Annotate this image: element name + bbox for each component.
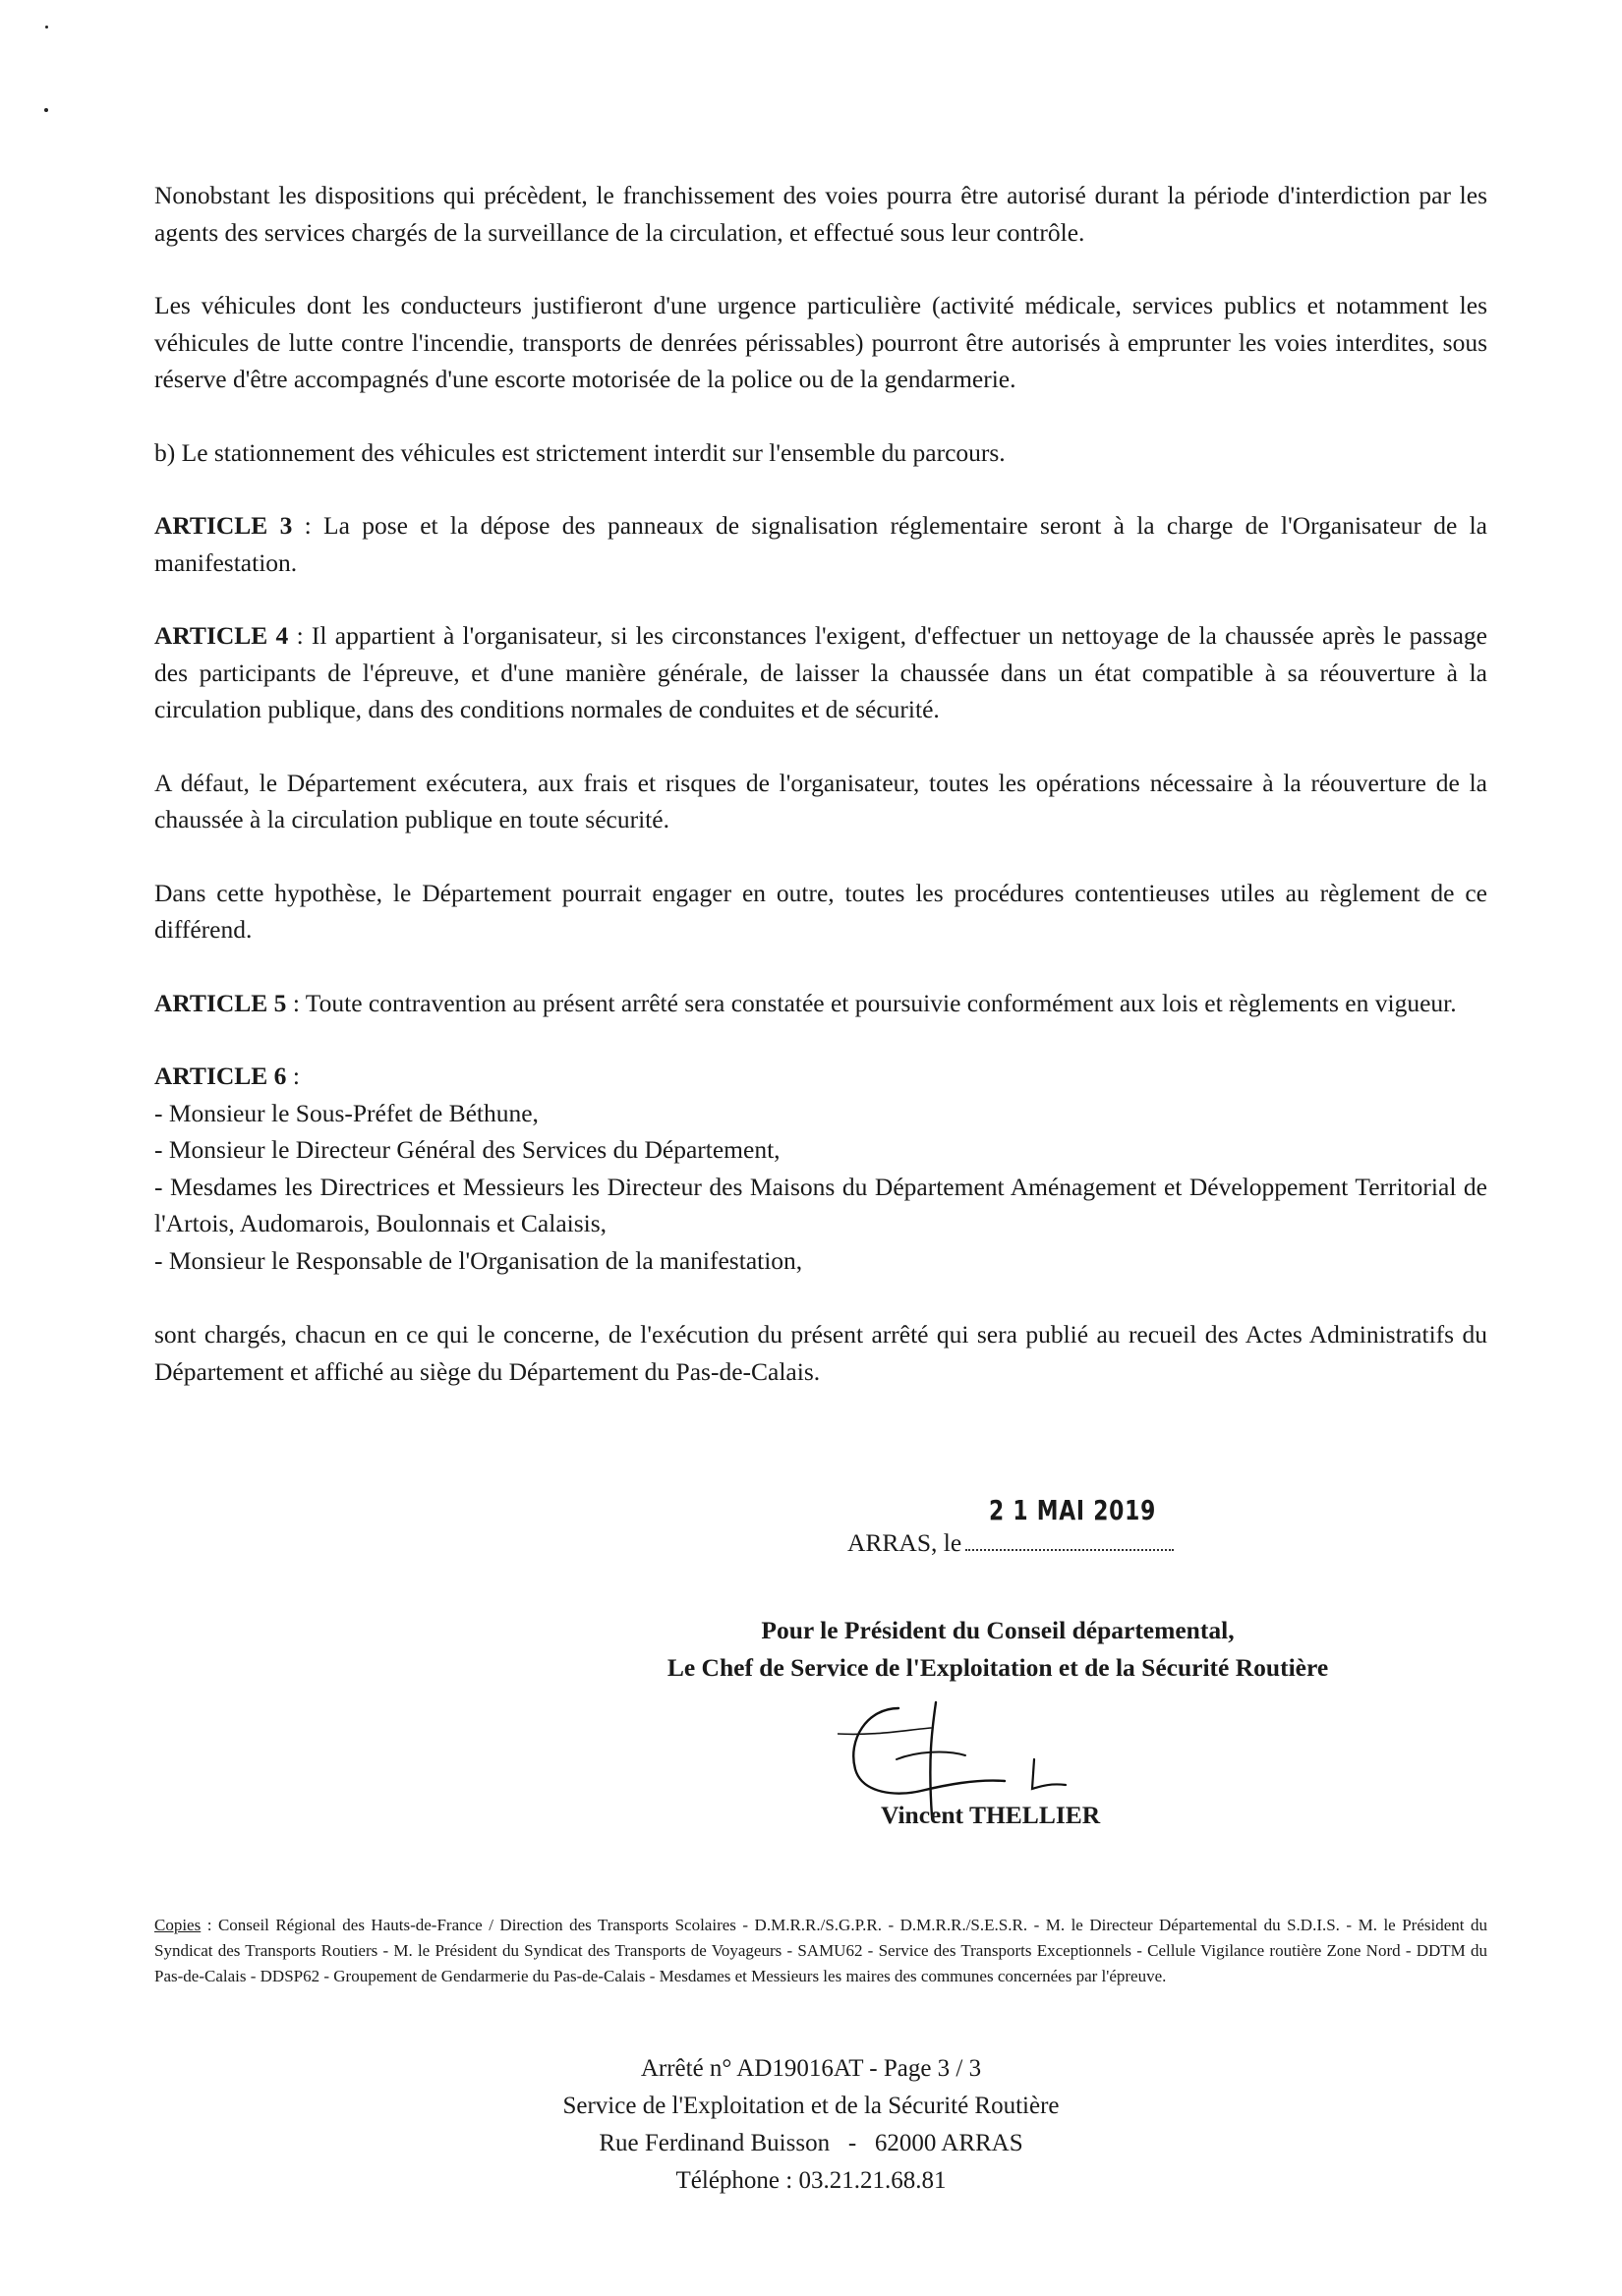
article-5-text: : Toute contravention au présent arrêté sera constatée et poursuivie conformément aux lois et règlements en vigueur. xyxy=(286,988,1457,1017)
article-3-text: : La pose et la dépose des panneaux de signalisation réglementaire seront à la charge de l'Organisateur de la manifestation. xyxy=(154,511,1487,577)
list-item: - Monsieur le Responsable de l'Organisation de la manifestation, xyxy=(154,1245,803,1275)
list-item: - Monsieur le Sous-Préfet de Béthune, xyxy=(154,1098,539,1127)
signature-line-1: Pour le Président du Conseil départemental, xyxy=(761,1616,1235,1644)
copies-label: Copies xyxy=(154,1916,202,1934)
article-body xyxy=(154,177,1487,1426)
paragraph-defaut: A défaut, le Département exécutera, aux frais et risques de l'organisateur, toutes les opérations nécessaire à la réouverture de la chaussée à la circulation publique en toute sécurité. xyxy=(154,768,1487,833)
scan-speck xyxy=(44,108,48,112)
article-3-label: ARTICLE 3 xyxy=(154,511,293,540)
footer-arrete-number: Arrêté n° AD19016AT - Page 3 / 3 xyxy=(640,2055,982,2082)
list-item: - Monsieur le Directeur Général des Services du Département, xyxy=(154,1135,781,1164)
document-footer xyxy=(0,2050,1622,2200)
article-4-label: ARTICLE 4 xyxy=(154,621,289,650)
article-6-text: : xyxy=(286,1062,300,1090)
paragraph-stationnement: b) Le stationnement des véhicules est strictement interdit sur l'ensemble du parcours. xyxy=(154,437,1006,467)
paragraph-charges: sont chargés, chacun en ce qui le concerne, de l'exécution du présent arrêté qui sera publié au recueil des Actes Administratifs du Département et affiché au siège du Département du Pas-de-Calais. xyxy=(154,1320,1487,1386)
article-5 xyxy=(154,985,1487,1022)
paragraph-urgence: Les véhicules dont les conducteurs justifieront d'une urgence particulière (activité médicale, services publics et notamment les véhicules de lutte contre l'incendie, transports de denrées périssables) pourront être autorisés à emprunter les voies interdites, sous réserve d'être accompagnés d'une escorte motorisée de la police ou de la gendarmerie. xyxy=(154,291,1487,393)
paragraph-hypothese: Dans cette hypothèse, le Département pourrait engager en outre, toutes les procédures contentieuses utiles au règlement de ce différend. xyxy=(154,878,1487,944)
article-4-text: : Il appartient à l'organisateur, si les circonstances l'exigent, d'effectuer un nettoyage de la chaussée après le passage des participants de l'épreuve, et d'une manière générale, de laisser la chaussée dans un état compatible à sa réouverture à la circulation publique, dans des conditions normales de conduites et de sécurité. xyxy=(154,621,1487,723)
copies-text: : Conseil Régional des Hauts-de-France / Direction des Transports Scolaires - D.M.R.R./S.G.P.R. - D.M.R.R./S.E.S.R. - M. le Directeur Départemental du S.D.I.S. - M. le Président du Syndicat des Transports Routiers - M. le Président du Syndicat des Transports de Voyageurs - SAMU62 - Service des Transports Exceptionnels - Cellule Vigilance routière Zone Nord - DDTM du Pas-de-Calais - DDSP62 - Groupement de Gendarmerie du Pas-de-Calais - Mesdames et Messieurs les maires des communes concernées par l'épreuve. xyxy=(154,1916,1487,1985)
scan-speck xyxy=(45,26,48,29)
article-5-label: ARTICLE 5 xyxy=(154,988,287,1017)
article-6-heading xyxy=(154,1058,1487,1095)
article-3 xyxy=(154,507,1487,581)
date-line xyxy=(847,1494,1174,1558)
signature-line-2: Le Chef de Service de l'Exploitation et de la Sécurité Routière xyxy=(666,1653,1329,1682)
list-item: - Mesdames les Directrices et Messieurs les Directeur des Maisons du Département Aménagement et Développement Territorial de l'Artois, Audomarois, Boulonnais et Calaisis, xyxy=(154,1172,1487,1237)
date-field xyxy=(965,1494,1174,1551)
footer-phone: Téléphone : 03.21.21.68.81 xyxy=(675,2167,947,2194)
paragraph-derogation: Nonobstant les dispositions qui précèdent, le franchissement des voies pourra être autorisé durant la période d'interdiction par les agents des services chargés de la surveillance de la circulation, et effectué sous leur contrôle. xyxy=(154,181,1487,247)
copies-list xyxy=(154,1913,1487,1989)
signer-name: Vincent THELLIER xyxy=(881,1801,1101,1829)
signature-block xyxy=(590,1612,1406,1687)
footer-address: Rue Ferdinand Buisson - 62000 ARRAS xyxy=(599,2130,1023,2156)
date-stamp: 2 1 MAI 2019 xyxy=(989,1494,1157,1526)
article-6 xyxy=(154,1058,1487,1279)
article-4 xyxy=(154,617,1487,728)
date-prefix: ARRAS, le xyxy=(847,1528,962,1557)
article-6-label: ARTICLE 6 xyxy=(154,1062,287,1090)
footer-service: Service de l'Exploitation et de la Sécurité Routière xyxy=(562,2093,1060,2119)
